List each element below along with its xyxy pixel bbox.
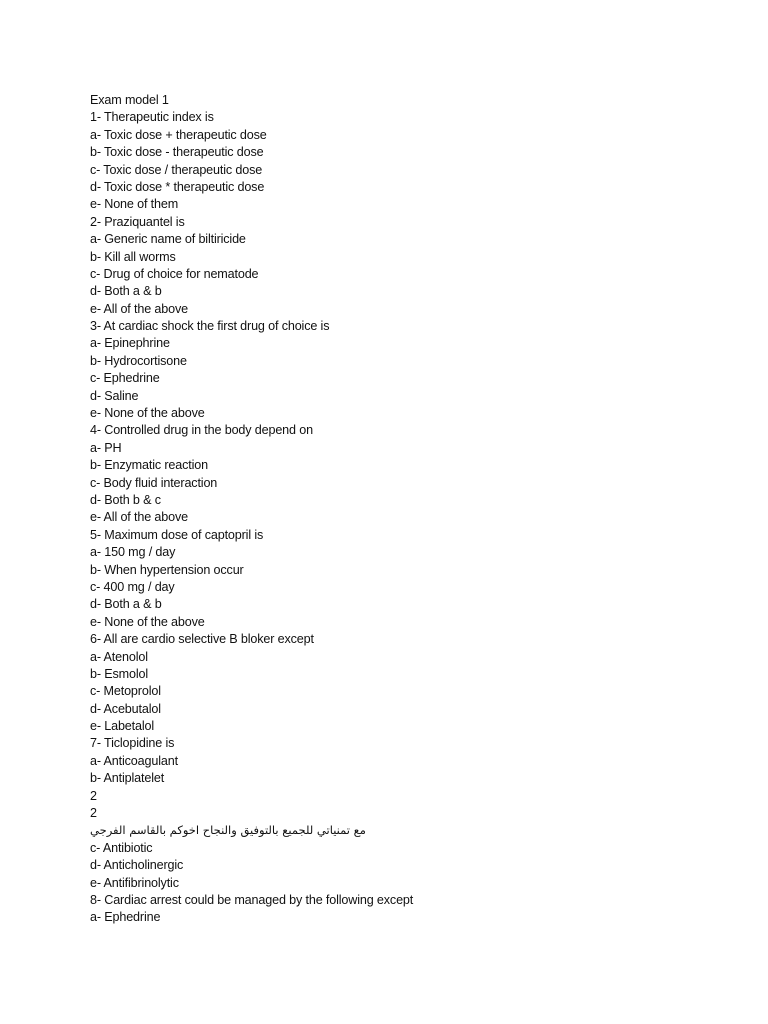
- question-6-option-a: a- Atenolol: [90, 649, 148, 664]
- question-3-option-e: e- None of the above: [90, 406, 205, 421]
- question-2-option-a: a- Generic name of biltiricide: [90, 232, 246, 247]
- question-2-option-e: e- All of the above: [90, 301, 188, 316]
- question-5-option-d: d- Both a & b: [90, 597, 162, 612]
- question-5: 5- Maximum dose of captopril is: [90, 527, 264, 542]
- question-7-option-d: d- Anticholinergic: [90, 858, 184, 873]
- question-5-option-a: a- 150 mg / day: [90, 545, 176, 560]
- question-3-option-a: a- Epinephrine: [90, 336, 170, 351]
- question-6-option-d: d- Acebutalol: [90, 701, 161, 716]
- question-4-option-c: c- Body fluid interaction: [90, 475, 218, 490]
- page-number: 2: [90, 806, 97, 821]
- question-4-option-a: a- PH: [90, 440, 122, 455]
- question-5-option-c: c- 400 mg / day: [90, 579, 175, 594]
- question-1-option-e: e- None of them: [90, 197, 179, 212]
- question-3-option-b: b- Hydrocortisone: [90, 353, 187, 368]
- question-5-option-e: e- None of the above: [90, 614, 205, 629]
- question-8-option-a: a- Ephedrine: [90, 910, 161, 925]
- question-4: 4- Controlled drug in the body depend on: [90, 423, 313, 438]
- question-2-option-c: c- Drug of choice for nematode: [90, 266, 259, 281]
- question-6: 6- All are cardio selective B bloker except: [90, 632, 314, 647]
- question-4-option-e: e- All of the above: [90, 510, 188, 525]
- question-1: 1- Therapeutic index is: [90, 110, 214, 125]
- arabic-footer-note: مع تمنياتي للجميع بالتوفيق والنجاح اخوكم بالقاسم الفرجي: [90, 823, 366, 838]
- question-6-option-b: b- Esmolol: [90, 666, 148, 681]
- question-1-option-c: c- Toxic dose / therapeutic dose: [90, 162, 263, 177]
- question-1-option-b: b- Toxic dose - therapeutic dose: [90, 145, 264, 160]
- question-4-option-b: b- Enzymatic reaction: [90, 458, 208, 473]
- question-2-option-b: b- Kill all worms: [90, 249, 176, 264]
- question-7-option-c: c- Antibiotic: [90, 840, 153, 855]
- question-5-option-b: b- When hypertension occur: [90, 562, 244, 577]
- question-2-option-d: d- Both a & b: [90, 284, 162, 299]
- question-7-option-e: e- Antifibrinolytic: [90, 875, 179, 890]
- question-8: 8- Cardiac arrest could be managed by the following except: [90, 892, 414, 907]
- question-3-option-c: c- Ephedrine: [90, 371, 160, 386]
- document-title: Exam model 1: [90, 93, 169, 107]
- question-2: 2- Praziquantel is: [90, 214, 185, 229]
- question-3: 3- At cardiac shock the first drug of choice is: [90, 319, 330, 334]
- question-3-option-d: d- Saline: [90, 388, 139, 403]
- question-6-option-e: e- Labetalol: [90, 719, 155, 734]
- question-4-option-d: d- Both b & c: [90, 492, 161, 507]
- question-1-option-a: a- Toxic dose + therapeutic dose: [90, 127, 267, 142]
- document-text: [90, 92, 730, 927]
- question-7-option-b: b- Antiplatelet: [90, 771, 165, 786]
- question-6-option-c: c- Metoprolol: [90, 684, 161, 699]
- page-number: 2: [90, 788, 97, 803]
- question-1-option-d: d- Toxic dose * therapeutic dose: [90, 179, 265, 194]
- question-7: 7- Ticlopidine is: [90, 736, 175, 751]
- question-7-option-a: a- Anticoagulant: [90, 753, 178, 768]
